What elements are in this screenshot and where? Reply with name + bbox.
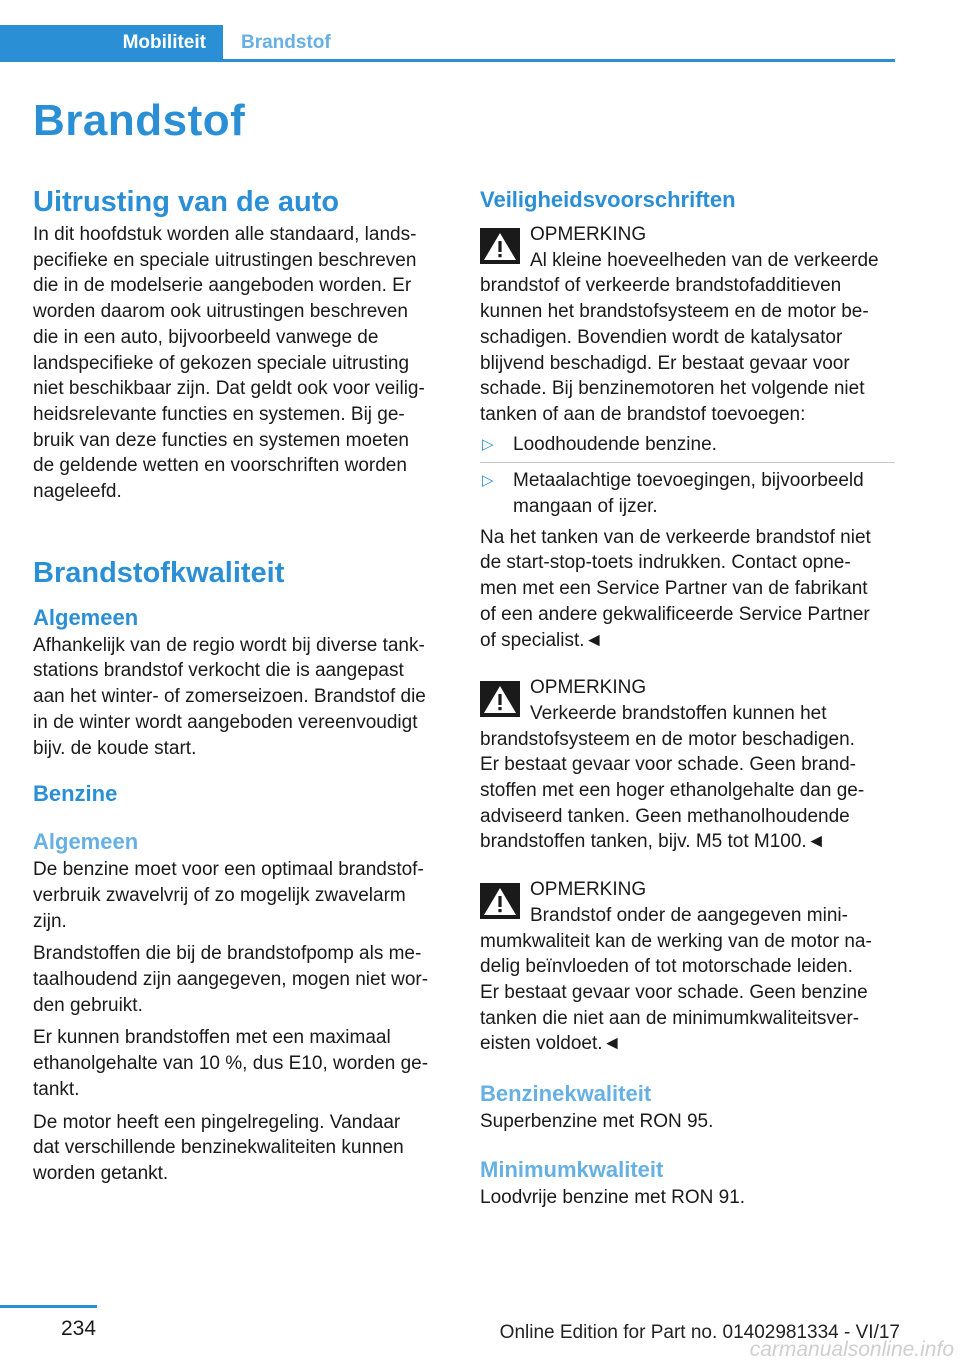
- paragraph-benzine-4: [33, 1110, 447, 1187]
- list-item: ▷ Loodhoudende benzine.: [480, 432, 895, 464]
- text-line: nageleefd.: [33, 481, 122, 503]
- text-line: of specialist.◄: [480, 629, 604, 651]
- heading-benzine: Benzine: [33, 781, 118, 807]
- text-line: tanken of aan de brandstof toevoegen:: [480, 403, 806, 425]
- bullet-list: [480, 432, 895, 520]
- text-line: Verkeerde brandstoffen kunnen het: [530, 702, 827, 724]
- section-tab: Brandstof: [241, 32, 331, 53]
- text-line: Superbenzine met RON 95.: [480, 1111, 714, 1133]
- text-line: bruik van deze functies en systemen moeten: [33, 429, 409, 451]
- text-line: niet beschikbaar zijn. Dat geldt ook voor veilig-: [33, 378, 425, 400]
- header-rule: [0, 59, 895, 62]
- text-line: aan het winter- of zomerseizoen. Brandstof die: [33, 686, 426, 708]
- text-line: tankt.: [33, 1078, 80, 1100]
- warning-triangle-icon: [480, 883, 520, 919]
- page-number: 234: [61, 1317, 97, 1340]
- warning-triangle-icon: [480, 681, 520, 717]
- text-line: tanken die niet aan de minimumkwaliteitsver-: [480, 1007, 860, 1029]
- text-line: eisten voldoet.◄: [480, 1033, 622, 1055]
- right-column: [480, 182, 895, 1211]
- text-line: verbruik zwavelvrij of zo mogelijk zwavelarm: [33, 884, 406, 906]
- edition-note: Online Edition for Part no. 01402981334 - VI/17: [499, 1322, 900, 1343]
- list-item: ▷ Metaalachtige toevoegingen, bijvoorbeeld mangaan of ijzer.: [482, 470, 864, 518]
- warning-triangle-icon: [480, 228, 520, 264]
- text-line: taalhoudend zijn aangegeven, mogen niet wor-: [33, 969, 429, 991]
- text-line: brandstofsysteem en de motor beschadigen.: [480, 728, 855, 750]
- text-line: De motor heeft een pingelregeling. Vandaar: [33, 1111, 401, 1133]
- paragraph-algemeen: [33, 633, 447, 762]
- watermark: carmanualsonline.info: [749, 1338, 954, 1361]
- text-line: stoffen met een hoger ethanolgehalte dan ge-: [480, 780, 865, 802]
- left-column: [33, 182, 447, 1187]
- text-line: den gebruikt.: [33, 994, 143, 1016]
- text-line: In dit hoofdstuk worden alle standaard, lands-: [33, 224, 417, 245]
- arrow-bullet-icon: ▷: [482, 472, 494, 490]
- text-line: schadigen. Bovendien wordt de katalysator: [480, 326, 843, 348]
- paragraph-benzine-2: [33, 941, 447, 1018]
- heading-veiligheidsvoorschriften: Veiligheidsvoorschriften: [480, 187, 736, 212]
- text-line: Loodvrije benzine met RON 91.: [480, 1186, 746, 1208]
- text-line: Brandstoffen die bij de brandstofpomp als me-: [33, 943, 422, 965]
- arrow-bullet-icon: ▷: [482, 435, 494, 453]
- text-line: Al kleine hoeveelheden van de verkeerde: [530, 249, 879, 271]
- text-line: dat verschillende benzinekwaliteiten kunnen: [33, 1137, 404, 1159]
- text-line: ethanolgehalte van 10 %, dus E10, worden ge-: [33, 1053, 429, 1075]
- text-line: pecifieke en speciale uitrustingen beschreven: [33, 249, 417, 271]
- warning-note-3: [480, 877, 895, 1057]
- note-title: OPMERKING: [530, 224, 647, 245]
- footer-rule: [0, 1305, 97, 1308]
- page-header: [0, 25, 895, 62]
- page-title: Brandstof: [33, 96, 246, 145]
- paragraph-uitrusting: [33, 222, 447, 505]
- text-line: Er bestaat gevaar voor schade. Geen brand-: [480, 754, 857, 776]
- text-line: bijv. de koude start.: [33, 737, 197, 759]
- text-line: brandstoffen tanken, bijv. M5 tot M100.◄: [480, 831, 826, 853]
- note-title: OPMERKING: [530, 879, 647, 901]
- paragraph-benzine-1: [33, 857, 447, 934]
- text-line: schade. Bij benzinemotoren het volgende niet: [480, 378, 865, 400]
- heading-algemeen: Algemeen: [33, 604, 139, 630]
- text-line: worden getankt.: [33, 1162, 169, 1184]
- text-line: in de winter wordt aangeboden vereenvoudigt: [33, 711, 418, 733]
- text-line: brandstof of verkeerde brandstofadditieven: [480, 275, 842, 297]
- text-line: of een andere gekwalificeerde Service Partner: [480, 603, 870, 625]
- note-title: OPMERKING: [530, 677, 647, 699]
- text-line: mumkwaliteit kan de werking van de motor na-: [480, 930, 872, 952]
- text-line: zijn.: [33, 910, 67, 932]
- text-line: Na het tanken van de verkeerde brandstof niet: [480, 526, 871, 548]
- text-line: blijvend beschadigd. Er bestaat gevaar voor: [480, 352, 850, 374]
- text-line: delig beïnvloeden of tot motorschade leiden.: [480, 956, 853, 978]
- heading-benzinekwaliteit: Benzinekwaliteit: [480, 1081, 652, 1107]
- heading-uitrusting: Uitrusting van de auto: [33, 186, 340, 218]
- chapter-tab: Mobiliteit: [0, 25, 223, 62]
- text-line: landspecifieke of gekozen speciale uitrusting: [33, 352, 410, 374]
- text-line: stations brandstof verkocht die is aangepast: [33, 660, 404, 682]
- text-line: worden daarom ook uitrustingen beschreven: [33, 301, 408, 323]
- heading-benzine-algemeen: Algemeen: [33, 829, 139, 855]
- text-line: adviseerd tanken. Geen methanolhoudende: [480, 805, 850, 827]
- text-line: Brandstof onder de aangegeven mini-: [530, 904, 848, 926]
- warning-note-2: [480, 675, 895, 855]
- text-line: de geldende wetten en voorschriften worden: [33, 455, 407, 477]
- text-line: die in de modelserie aangeboden worden. Er: [33, 275, 412, 297]
- text-line: heidsrelevante functies en systemen. Bij ge-: [33, 403, 405, 425]
- text-line: Er kunnen brandstoffen met een maximaal: [33, 1027, 391, 1049]
- warning-note-1: [480, 222, 895, 653]
- text-line: Afhankelijk van de regio wordt bij diverse tank-: [33, 634, 425, 656]
- text-line: die in een auto, bijvoorbeeld vanwege de: [33, 326, 379, 348]
- paragraph-benzine-3: [33, 1025, 447, 1102]
- text-line: de start-stop-toets indrukken. Contact opne-: [480, 552, 851, 574]
- heading-brandstofkwaliteit: Brandstofkwaliteit: [33, 556, 285, 589]
- heading-minimumkwaliteit: Minimumkwaliteit: [480, 1156, 664, 1182]
- text-line: kunnen het brandstofsysteem en de motor be-: [480, 301, 869, 323]
- text-line: men met een Service Partner van de fabrikant: [480, 578, 868, 600]
- text-line: Er bestaat gevaar voor schade. Geen benzine: [480, 981, 868, 1003]
- text-line: De benzine moet voor een optimaal brandstof-: [33, 859, 424, 881]
